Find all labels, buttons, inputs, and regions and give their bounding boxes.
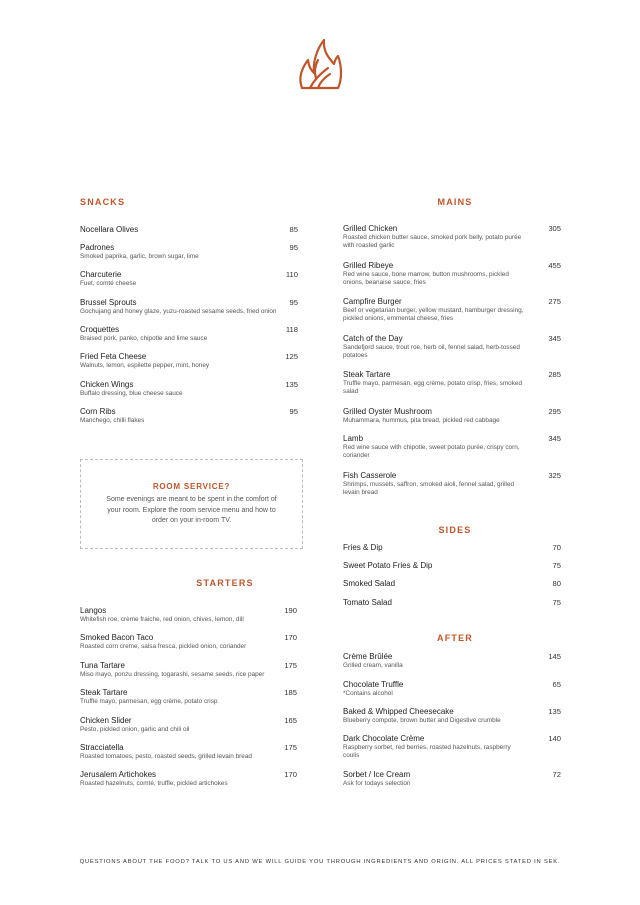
menu-item [80, 716, 297, 734]
menu-item-price: 295 [548, 407, 561, 416]
menu-item-price: 170 [284, 633, 297, 642]
menu-item [343, 334, 561, 361]
menu-item-price: 135 [548, 707, 561, 716]
menu-item [343, 652, 561, 670]
menu-item-description: Manchego, chilli flakes [80, 417, 145, 424]
menu-item-name: Catch of the Day [343, 334, 403, 343]
menu-item-price: 135 [285, 380, 298, 389]
menu-item-name: Steak Tartare [343, 370, 391, 379]
menu-item-name: Chocolate Truffle [343, 680, 404, 689]
menu-item [80, 743, 297, 761]
menu-item-price: 345 [548, 434, 561, 443]
menu-item-name: Nocellara Olives [80, 225, 139, 234]
menu-item-name: Fish Casserole [343, 471, 397, 480]
menu-item-name: Brussel Sprouts [80, 298, 137, 307]
menu-item-description: Roasted corn creme, salsa fresca, pickled onion, coriander [80, 643, 247, 650]
menu-item [80, 380, 298, 398]
menu-item [80, 270, 298, 288]
menu-item [343, 561, 561, 571]
menu-item [80, 661, 297, 679]
menu-item-price: 305 [548, 224, 561, 233]
menu-item-description: Red wine sauce, bone marrow, button mushrooms, pickled onions, beanaise sauce, fries [343, 271, 509, 287]
menu-item-name: Croquettes [80, 325, 120, 334]
menu-item [343, 434, 561, 461]
menu-item [343, 734, 561, 761]
menu-item-name: Corn Ribs [80, 407, 116, 416]
menu-item-price: 85 [289, 225, 298, 234]
menu-item-name: Crème Brûlée [343, 652, 393, 661]
menu-item-description: Fuet, comté cheese [80, 280, 137, 287]
menu-item-price: 185 [284, 688, 297, 697]
menu-item-description: *Contains alcohol [343, 690, 393, 697]
menu-item-description: Smoked paprika, garlic, brown sugar, lime [80, 253, 199, 260]
menu-item-description: Pesto, pickled onion, garlic and chili oil [80, 726, 190, 733]
menu-item [80, 688, 297, 706]
menu-item [80, 225, 298, 235]
menu-item [343, 297, 561, 324]
menu-item-price: 285 [548, 370, 561, 379]
menu-item-price: 72 [552, 770, 561, 779]
menu-item [343, 680, 561, 698]
menu-item-name: Campfire Burger [343, 297, 402, 306]
menu-item-description: Shrimps, mussels, saffron, smoked aioli, fennel salad, grilled levain bread [343, 481, 515, 497]
menu-item-name: Tuna Tartare [80, 661, 125, 670]
room-service-text: Some evenings are meant to be spent in the comfort of your room. Explore the room service menu and how to order on your in-room TV. [106, 496, 277, 524]
menu-item [343, 770, 561, 788]
menu-item-description: Walnuts, lemon, espilette pepper, mint, honey [80, 362, 210, 369]
menu-item-price: 275 [548, 297, 561, 306]
menu-item-name: Dark Chocolate Crème [343, 734, 425, 743]
menu-item-price: 95 [289, 407, 298, 416]
menu-item-description: Whitefish roe, crème fraiche, red onion, chives, lemon, dill [80, 616, 244, 623]
menu-item [343, 261, 561, 288]
menu-item-description: Braised pork, panko, chipotle and lime sauce [80, 335, 208, 342]
menu-item-description: Truffle mayo, parmesan, egg crème, potato crisp [80, 698, 218, 705]
menu-item [80, 243, 298, 261]
menu-item-description: Buffalo dressing, blue cheese sauce [80, 390, 183, 397]
menu-item-description: Roasted chicken butter sauce, smoked pork belly, potato purée with roasted garlic [343, 234, 522, 250]
menu-item-name: Steak Tartare [80, 688, 128, 697]
menu-item-description: Beef or vegetarian burger, yellow mustard, hamburger dressing, pickled onions, emmental cheese, fries [343, 307, 524, 323]
menu-item [80, 606, 297, 624]
menu-item [343, 407, 561, 425]
menu-item [80, 407, 298, 425]
menu-item-name: Grilled Oyster Mushroom [343, 407, 432, 416]
menu-item-price: 170 [284, 770, 297, 779]
menu-item-description: Raspberry sorbet, red berries, roasted hazelnuts, raspberry coulis [343, 744, 511, 760]
menu-item-description: Roasted hazelnuts, comté, truffle, pickled artichokes [80, 780, 228, 787]
menu-item-price: 345 [548, 334, 561, 343]
menu-item-name: Padrones [80, 243, 115, 252]
menu-item-price: 325 [548, 471, 561, 480]
menu-item-description: Sandefjord sauce, trout roe, herb oil, fennel salad, herb-tossed potatoes [343, 344, 520, 360]
menu-item [343, 707, 561, 725]
starters-title: STARTERS [196, 578, 254, 588]
menu-item-name: Fried Feta Cheese [80, 352, 147, 361]
menu-item-name: Grilled Chicken [343, 224, 398, 233]
menu-item-description: Truffle mayo, parmesan, egg crème, potato crisp, fries, smoked salad [343, 380, 523, 396]
menu-item-description: Blueberry compote, brown butter and Digestive crumble [343, 717, 501, 724]
menu-item [80, 298, 298, 316]
menu-item [343, 579, 561, 589]
menu-item-price: 125 [285, 352, 298, 361]
menu-item-description: Gochujang and honey glaze, yuzu-roasted sesame seeds, fried onion [80, 308, 277, 315]
menu-item-description: Miso mayo, ponzu dressing, togarashi, sesame seeds, rice paper [80, 671, 265, 678]
menu-item-price: 165 [284, 716, 297, 725]
menu-item-name: Sweet Potato Fries & Dip [343, 561, 433, 570]
menu-item [343, 598, 561, 608]
menu-item-price: 455 [548, 261, 561, 270]
menu-item-price: 80 [552, 579, 561, 588]
menu-item-name: Sorbet / Ice Cream [343, 770, 411, 779]
menu-item-price: 110 [285, 270, 298, 279]
menu-item-description: Grilled cream, vanilla [343, 662, 403, 669]
menu-item-name: Smoked Salad [343, 579, 396, 588]
after-title: AFTER [437, 633, 473, 643]
flame-logo-icon [296, 38, 344, 94]
menu-item [80, 352, 298, 370]
menu-item-description: Ask for todays selection [343, 780, 411, 787]
menu-item [343, 370, 561, 397]
footer-note: QUESTIONS ABOUT THE FOOD? TALK TO US AND WE WILL GUIDE YOU THROUGH INGREDIENTS AND ORIGIN. ALL PRICES STATED IN SEK. [79, 859, 561, 865]
snacks-title: SNACKS [80, 197, 126, 207]
menu-item-price: 175 [284, 743, 297, 752]
menu-item [80, 633, 297, 651]
menu-item-name: Jerusalem Artichokes [80, 770, 157, 779]
menu-item-price: 145 [548, 652, 561, 661]
menu-item-name: Chicken Wings [80, 380, 134, 389]
menu-item-price: 70 [552, 543, 561, 552]
room-service-title: ROOM SERVICE? [152, 482, 231, 491]
room-service-box [80, 459, 303, 549]
menu-item-name: Tomato Salad [343, 598, 392, 607]
sides-title: SIDES [438, 525, 472, 535]
mains-title: MAINS [437, 197, 473, 207]
menu-item-name: Stracciatella [80, 743, 124, 752]
menu-item-name: Lamb [343, 434, 364, 443]
menu-item-name: Chicken Slider [80, 716, 132, 725]
menu-item [80, 325, 298, 343]
menu-item-price: 65 [552, 680, 561, 689]
menu-item [343, 224, 561, 251]
menu-item-name: Smoked Bacon Taco [80, 633, 154, 642]
menu-item-price: 175 [284, 661, 297, 670]
menu-item-name: Baked & Whipped Cheesecake [343, 707, 454, 716]
menu-item-description: Red wine sauce with chipotle, sweet potato purée, crispy corn, coriander [343, 444, 520, 460]
menu-item-name: Grilled Ribeye [343, 261, 394, 270]
menu-item-description: Roasted tomatoes, pesto, roasted seeds, grilled levain bread [80, 753, 252, 760]
menu-item-price: 190 [284, 606, 297, 615]
menu-item-price: 140 [548, 734, 561, 743]
menu-item-name: Fries & Dip [343, 543, 383, 552]
menu-item-name: Charcuterie [80, 270, 122, 279]
menu-item [80, 770, 297, 788]
menu-item [343, 543, 561, 553]
menu-item-price: 75 [552, 598, 561, 607]
menu-item-description: Muhammara, hummus, pita bread, pickled red cabbage [343, 417, 500, 424]
menu-item-price: 75 [552, 561, 561, 570]
menu-item-price: 118 [285, 325, 298, 334]
menu-item-price: 95 [289, 243, 298, 252]
menu-item-name: Langos [80, 606, 107, 615]
menu-item-price: 95 [289, 298, 298, 307]
menu-item [343, 471, 561, 498]
